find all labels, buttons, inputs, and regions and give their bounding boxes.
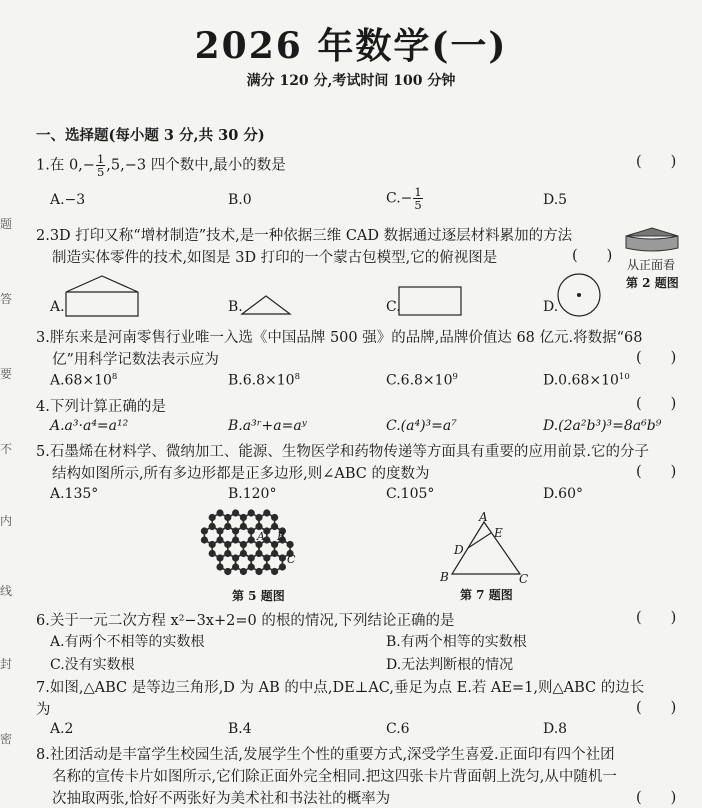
q1-c-den: 5 — [414, 198, 422, 212]
question-3-line-2: 亿”用科学记数法表示应为 — [52, 352, 219, 368]
carbon-atom — [224, 568, 231, 575]
q3-c-exp: 9 — [452, 372, 458, 382]
option-c-rectangle-shape — [398, 286, 462, 316]
q1-option-b[interactable]: B.0 — [228, 192, 252, 208]
carbon-atom — [224, 541, 231, 548]
yurt-roof — [626, 228, 678, 236]
q2-option-d[interactable]: D. — [543, 299, 559, 315]
question-8-line-3: 次抽取两张,恰好不两张好为美术社和书法社的概率为 — [52, 791, 391, 807]
page-title: 2026 年数学(一) — [194, 25, 508, 67]
carbon-atom — [263, 554, 270, 561]
carbon-atom — [240, 550, 247, 557]
question-7-line-1: 7.如图,△ABC 是等边三角形,D 为 AB 的中点,DE⊥AC,垂足为点 E.若 AE=1,则△ABC 的边长 — [36, 680, 645, 696]
q4-option-c[interactable]: C.(a⁴)³=a⁷ — [386, 418, 457, 434]
q6-option-b[interactable]: B.有两个相等的实数根 — [386, 634, 527, 650]
carbon-atom — [201, 527, 208, 534]
carbon-atom — [240, 568, 247, 575]
margin-char: 答 — [0, 292, 13, 306]
margin-char: 内 — [0, 514, 13, 528]
q3-d-exp: 10 — [618, 372, 630, 382]
fig7-label-a: A — [479, 510, 488, 524]
carbon-atom — [271, 514, 278, 521]
fig5-label-a: A — [257, 530, 265, 543]
margin-char: 题 — [0, 217, 13, 231]
q1-option-a[interactable]: A.−3 — [50, 192, 86, 208]
margin-char: 要 — [0, 367, 13, 381]
carbon-atom — [232, 563, 239, 570]
carbon-atom — [216, 554, 223, 561]
question-6-stem: 6.关于一元二次方程 x²−3x+2=0 的根的情况,下列结论正确的是 — [36, 613, 455, 629]
q1-frac-num: 1 — [96, 152, 105, 166]
section-heading: 一、选择题(每小题 3 分,共 30 分) — [36, 127, 265, 144]
carbon-atom — [240, 523, 247, 530]
q1-text-a: 1.在 0,− — [36, 157, 95, 174]
q6-option-d[interactable]: D.无法判断根的情况 — [386, 657, 514, 673]
carbon-atom — [232, 527, 239, 534]
margin-char: 线 — [0, 584, 13, 598]
q3-b-base: B.6.8×10 — [228, 372, 295, 389]
answer-blank[interactable]: ( ) — [636, 396, 677, 412]
q5-option-b[interactable]: B.120° — [228, 486, 277, 502]
margin-char: 封 — [0, 657, 13, 671]
carbon-atom — [248, 509, 255, 516]
carbon-atom — [216, 527, 223, 534]
option-d-circle-shape — [556, 272, 602, 318]
fig5-label-c: C — [287, 553, 296, 566]
fig7-label-e: E — [494, 526, 503, 540]
fig7-label-b: B — [440, 570, 449, 584]
q7-option-c[interactable]: C.6 — [386, 721, 410, 737]
carbon-atom — [209, 523, 216, 530]
answer-blank[interactable]: ( ) — [636, 610, 677, 626]
carbon-atom — [248, 563, 255, 570]
carbon-atom — [255, 568, 262, 575]
q1-c-num: 1 — [414, 185, 422, 199]
q1-option-c[interactable] — [386, 186, 424, 211]
question-1-stem — [36, 153, 286, 178]
answer-blank[interactable]: ( ) — [636, 154, 677, 170]
q4-option-d[interactable]: D.(2a²b³)³=8a⁶b⁹ — [543, 418, 662, 434]
carbon-atom — [209, 541, 216, 548]
q3-option-b[interactable] — [228, 372, 300, 389]
q3-d-base: D.0.68×10 — [543, 372, 619, 389]
question-5-line-2: 结构如图所示,所有多边形都是正多边形,则∠ABC 的度数为 — [52, 466, 430, 482]
yurt-body — [626, 236, 678, 251]
carbon-atom — [209, 550, 216, 557]
carbon-atom — [255, 514, 262, 521]
answer-blank[interactable]: ( ) — [572, 248, 613, 264]
carbon-atom — [248, 536, 255, 543]
q1-c-prefix: C.− — [386, 190, 413, 207]
q5-option-d[interactable]: D.60° — [543, 486, 583, 502]
carbon-atom — [224, 514, 231, 521]
question-2-line-1: 2.3D 打印又称“增材制造”技术,是一种依据三维 CAD 数据通过逐层材料累加的方法 — [36, 228, 573, 244]
option-b-triangle-shape — [240, 294, 292, 316]
question-8-line-1: 8.社团活动是丰富学生校园生活,发展学生个性的重要方式,深受学生喜爱.正面印有四个社团 — [36, 747, 615, 763]
carbon-atom — [201, 536, 208, 543]
question-8-line-2: 名称的宣传卡片如图所示,它们除正面外完全相同.把这四张卡片背面朝上洗匀,从中随机一 — [52, 769, 617, 785]
q3-b-exp: 8 — [294, 372, 300, 382]
q7-option-a[interactable]: A.2 — [50, 721, 74, 737]
question-5-line-1: 5.石墨烯在材料学、微纳加工、能源、生物医学和药物传递等方面具有重要的应用前景.它的分子 — [36, 444, 649, 460]
answer-blank[interactable]: ( ) — [636, 700, 677, 716]
margin-char: 不 — [0, 442, 13, 456]
fig7-label-d: D — [454, 543, 464, 557]
fig7-label-c: C — [519, 572, 529, 586]
q5-option-c[interactable]: C.105° — [386, 486, 435, 502]
figure-2-caption: 第 2 题图 — [626, 276, 679, 290]
q1-c-fraction — [413, 186, 422, 211]
question-3-line-1: 3.胖东来是河南零售行业唯一入选《中国品牌 500 强》的品牌,品牌价值达 68 亿元.将数据“68 — [36, 330, 643, 346]
answer-blank[interactable]: ( ) — [636, 350, 677, 366]
carbon-atom — [232, 509, 239, 516]
carbon-atom — [287, 541, 294, 548]
yurt-model-figure — [622, 226, 682, 256]
carbon-atom — [216, 536, 223, 543]
carbon-atom — [248, 554, 255, 561]
question-7-line-2: 为 — [36, 702, 51, 718]
question-2-line-2: 制造实体零件的技术,如图是 3D 打印的一个蒙古包模型,它的俯视图是 — [52, 250, 498, 266]
view-direction-label: 从正面看 — [627, 258, 676, 272]
q2-option-b[interactable]: B. — [228, 299, 243, 315]
q3-a-base: A.68×10 — [50, 372, 112, 389]
carbon-atom — [271, 568, 278, 575]
carbon-atom — [216, 563, 223, 570]
carbon-atom — [232, 536, 239, 543]
q4-option-a[interactable]: A.a³·a⁴=a¹² — [50, 418, 129, 434]
carbon-atom — [248, 527, 255, 534]
answer-blank[interactable]: ( ) — [636, 464, 677, 480]
q2-option-a[interactable]: A. — [50, 299, 65, 315]
q5-option-a[interactable]: A.135° — [50, 486, 99, 502]
q6-option-c[interactable]: C.没有实数根 — [50, 657, 135, 673]
q3-option-d[interactable] — [543, 372, 630, 389]
carbon-atom — [263, 563, 270, 570]
carbon-atom — [232, 554, 239, 561]
carbon-atom — [271, 550, 278, 557]
carbon-atom — [240, 514, 247, 521]
question-4-stem: 4.下列计算正确的是 — [36, 399, 166, 415]
carbon-atom — [209, 514, 216, 521]
carbon-atom — [255, 550, 262, 557]
q2-option-c[interactable]: C. — [386, 299, 401, 315]
carbon-atom — [279, 563, 286, 570]
q7-option-d[interactable]: D.8 — [543, 721, 568, 737]
exam-info: 满分 120 分,考试时间 100 分钟 — [246, 73, 456, 89]
q3-a-exp: 8 — [111, 372, 118, 382]
figure-7-caption: 第 7 题图 — [460, 588, 513, 602]
q4-option-b[interactable]: B.a³ʳ+a=aʸ — [228, 418, 307, 434]
q1-frac-den: 5 — [96, 165, 105, 179]
q1-fraction — [96, 153, 105, 178]
carbon-atom — [263, 509, 270, 516]
figure-5-caption: 第 5 题图 — [232, 589, 285, 603]
q7-option-b[interactable]: B.4 — [228, 721, 252, 737]
option-a-house-shape — [64, 274, 140, 318]
carbon-atom — [216, 509, 223, 516]
carbon-atom — [240, 541, 247, 548]
carbon-atom — [279, 554, 286, 561]
q1-text-b: ,5,−3 四个数中,最小的数是 — [106, 157, 286, 174]
fig5-label-b: B — [277, 530, 286, 543]
q6-option-a[interactable]: A.有两个不相等的实数根 — [50, 634, 205, 650]
q1-option-d[interactable]: D.5 — [543, 192, 568, 208]
margin-char: 密 — [0, 732, 13, 746]
q3-c-base: C.6.8×10 — [386, 372, 453, 389]
answer-blank[interactable]: ( ) — [636, 790, 677, 806]
carbon-atom — [224, 523, 231, 530]
q3-option-c[interactable] — [386, 372, 458, 389]
q3-option-a[interactable] — [50, 372, 117, 389]
carbon-atom — [224, 550, 231, 557]
graphene-structure-figure — [196, 508, 332, 588]
